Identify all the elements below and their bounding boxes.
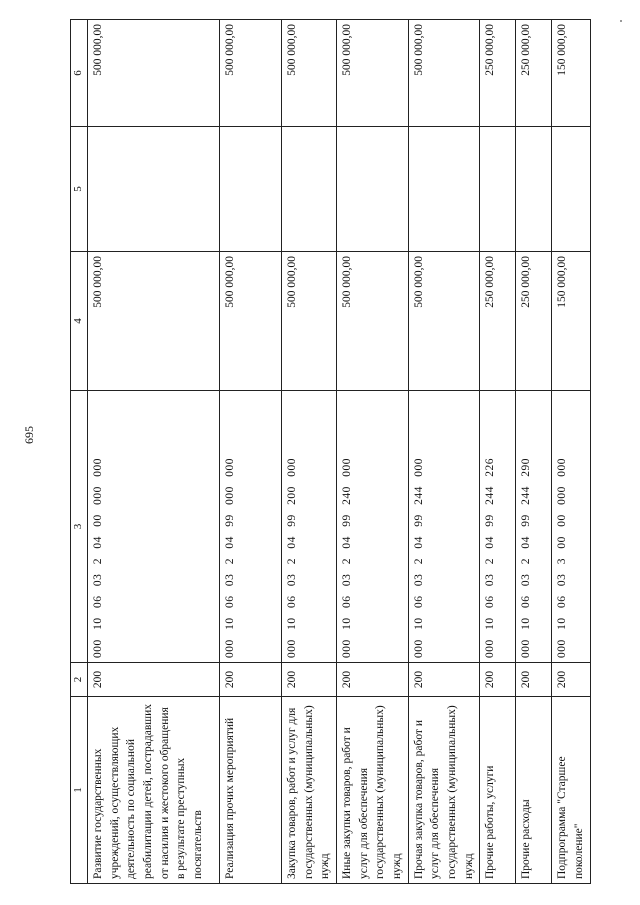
row-col6: 250 000,00	[516, 20, 552, 127]
table-row	[336, 20, 408, 884]
row-col4: 150 000,00	[552, 252, 590, 391]
row-classification: 000 10 06 03 2 04 99 244 226	[480, 391, 516, 663]
header-col-4: 4	[71, 252, 88, 391]
row-col6: 500 000,00	[219, 20, 281, 127]
row-classification: 000 10 06 03 2 04 00 000 000	[87, 391, 219, 663]
row-col5	[408, 127, 480, 252]
row-classification: 000 10 06 03 2 04 99 200 000	[281, 391, 336, 663]
table-row	[408, 20, 480, 884]
page-number: 695	[22, 426, 36, 444]
row-col4: 500 000,00	[87, 252, 219, 391]
header-col-2: 2	[71, 663, 88, 697]
row-code: 200	[408, 663, 480, 697]
row-col6: 500 000,00	[408, 20, 480, 127]
scan-speck	[620, 20, 622, 22]
table-row	[552, 20, 590, 884]
row-classification: 000 10 06 03 2 04 99 244 290	[516, 391, 552, 663]
table-row	[87, 20, 219, 884]
row-col5	[516, 127, 552, 252]
row-col4: 500 000,00	[281, 252, 336, 391]
row-classification: 000 10 06 03 3 00 00 000 000	[552, 391, 590, 663]
row-name: Реализация прочих мероприятий	[219, 697, 281, 884]
row-col6: 500 000,00	[281, 20, 336, 127]
row-col5	[552, 127, 590, 252]
header-col-1: 1	[71, 697, 88, 884]
row-name: Иные закупки товаров, работ и услуг для обеспечения государственных (муниципальных) нужд	[336, 697, 408, 884]
budget-table	[70, 19, 591, 884]
row-code: 200	[87, 663, 219, 697]
row-code: 200	[480, 663, 516, 697]
row-col4: 500 000,00	[336, 252, 408, 391]
row-name: Развитие государственных учреждений, осуществляющих деятельность по социальной реабилитации детей, пострадавших от насилия и жестокого обращения в результате преступных посягательств	[87, 697, 219, 884]
row-code: 200	[552, 663, 590, 697]
row-col4: 500 000,00	[408, 252, 480, 391]
row-classification: 000 10 06 03 2 04 99 240 000	[336, 391, 408, 663]
row-col6: 250 000,00	[480, 20, 516, 127]
rotated-table-container	[70, 20, 585, 884]
row-code: 200	[219, 663, 281, 697]
row-col6: 500 000,00	[336, 20, 408, 127]
row-code: 200	[336, 663, 408, 697]
row-col4: 250 000,00	[480, 252, 516, 391]
row-col5	[87, 127, 219, 252]
row-code: 200	[516, 663, 552, 697]
row-col4: 500 000,00	[219, 252, 281, 391]
row-col5	[480, 127, 516, 252]
row-code: 200	[281, 663, 336, 697]
table-row	[516, 20, 552, 884]
row-name: Подпрограмма "Старшее поколение"	[552, 697, 590, 884]
row-col6: 500 000,00	[87, 20, 219, 127]
header-col-3: 3	[71, 391, 88, 663]
row-name: Прочая закупка товаров, работ и услуг для обеспечения государственных (муниципальных) нужд	[408, 697, 480, 884]
table-row	[480, 20, 516, 884]
header-col-5: 5	[71, 127, 88, 252]
row-name: Прочие работы, услуги	[480, 697, 516, 884]
row-classification: 000 10 06 03 2 04 99 244 000	[408, 391, 480, 663]
table-row	[281, 20, 336, 884]
row-col6: 150 000,00	[552, 20, 590, 127]
row-name: Прочие расходы	[516, 697, 552, 884]
row-col5	[281, 127, 336, 252]
row-name: Закупка товаров, работ и услуг для государственных (муниципальных) нужд	[281, 697, 336, 884]
header-col-6: 6	[71, 20, 88, 127]
row-classification: 000 10 06 03 2 04 99 000 000	[219, 391, 281, 663]
header-row	[71, 20, 88, 884]
row-col5	[336, 127, 408, 252]
row-col5	[219, 127, 281, 252]
table-row	[219, 20, 281, 884]
row-col4: 250 000,00	[516, 252, 552, 391]
